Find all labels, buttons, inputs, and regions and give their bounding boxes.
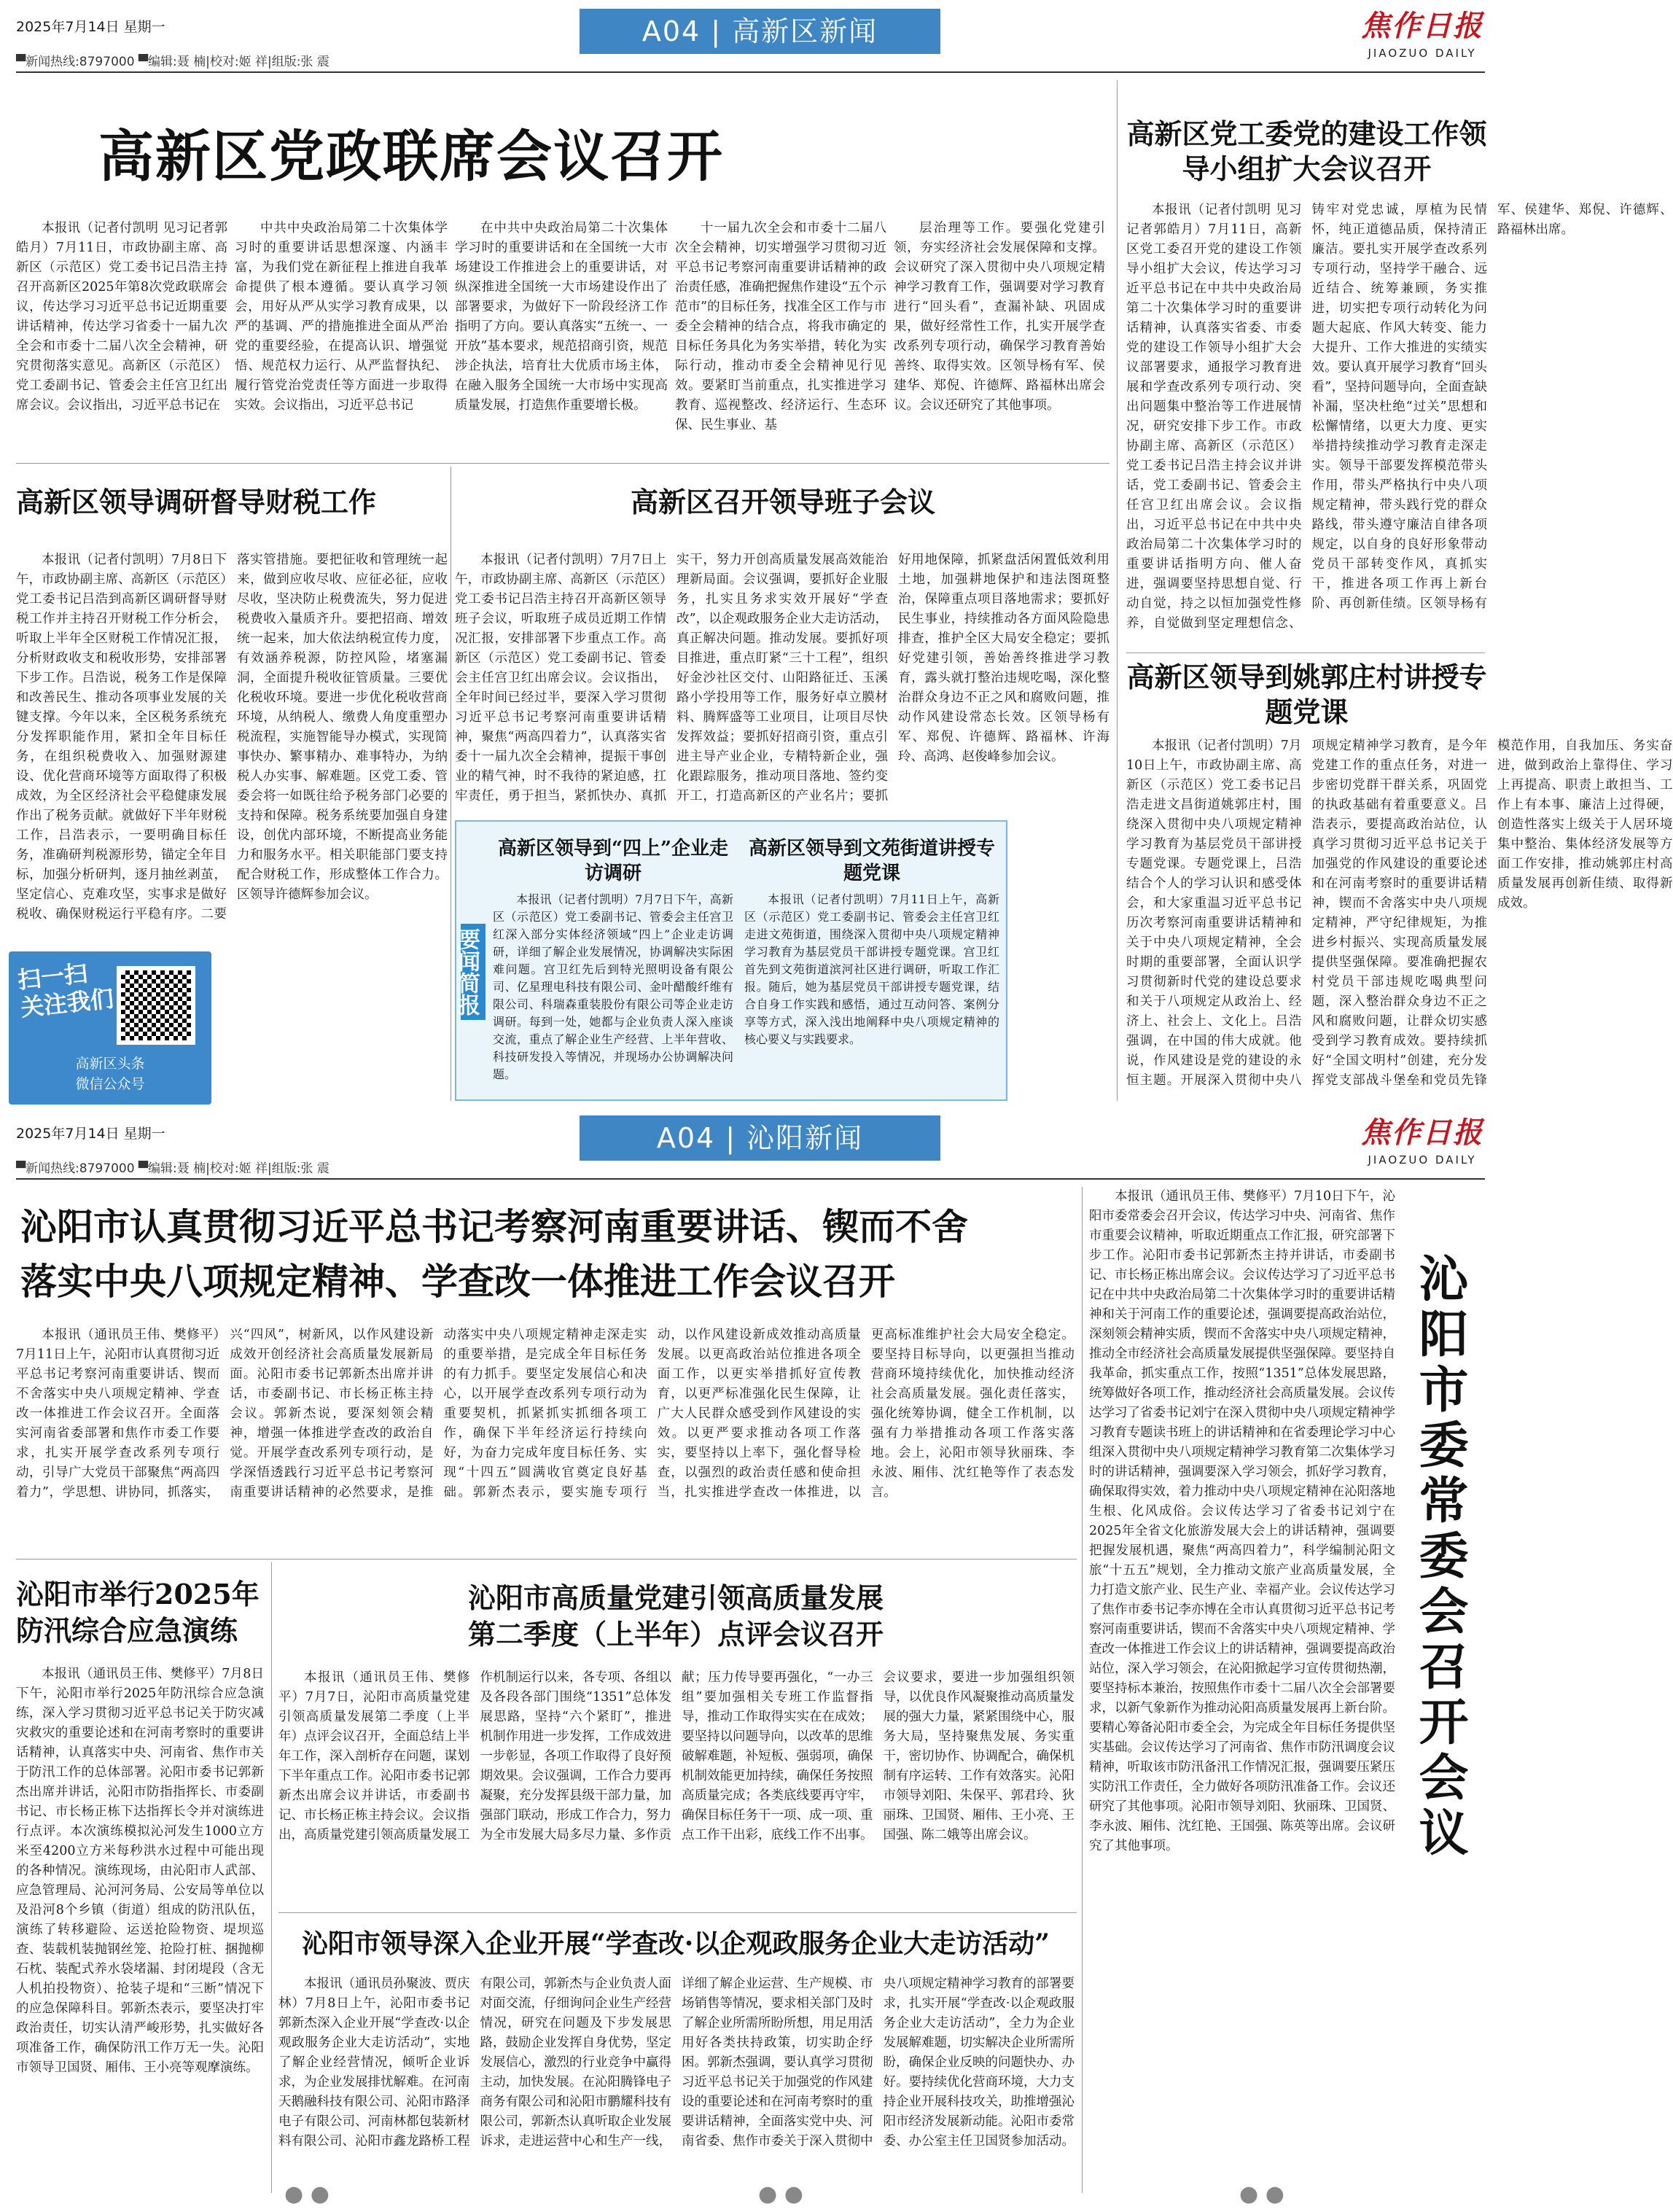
- left-title-line2: 防汛综合应急演练: [16, 1614, 238, 1647]
- qr-slogan: 扫一扫 关注我们: [16, 959, 115, 1022]
- page-dots-icon: ● ●: [1239, 2181, 1284, 2207]
- qr-promo: [9, 951, 211, 1105]
- issue-date: 2025年7月14日 星期一: [16, 1126, 165, 1142]
- right-mid-title: 高新区领导到姚郭庄村讲授专题党课: [1126, 661, 1487, 728]
- main-headline-line2: 落实中央八项规定精神、学查改一体推进工作会议召开: [20, 1260, 895, 1303]
- news-brief-label: 要闻简报: [461, 924, 485, 1020]
- brief2-body: 本报讯（记者付凯明）7月11日上午，高新区（示范区）党工委副书记、管委会主任宫卫红走进文苑街道，围绕深入贯彻中央八项规定精神学习教育为基层党员干部讲授专题党课。宫卫红首先到文苑街道滨河社区进行调研，听取工作汇报。随后，她为基层党员干部讲授专题党课，结合自身工作实践和感悟，通过互动问答、案例分享等方式，深入浅出地阐释中央八项规定精神的核心要义与实践要求。: [744, 892, 999, 1046]
- bottom-title: 沁阳市领导深入企业开展“学查改·以企观政服务企业大走访活动”: [302, 1928, 1050, 1959]
- lead-body: 本报讯（通讯员王伟、樊修平）7月11日上午，沁阳市认真贯彻习近平总书记考察河南重要讲话、锲而不舍落实中央八项规定精神、学查改一体推进工作会议召开。全面落实河南省委部署和焦作市委工作要求，扎实开展学查改系列专项行动，引导广大党员干部聚焦“两高四着力”，学思想、讲协同，抓落实，兴“四风”，树新风，以作风建设新成效开创经济社会高质量发展新局面。沁阳市委书记郭新杰出席并讲话，市委副书记、市长杨正栋主持会议。郭新杰说，要深刻领会精神，增强一体推进学查改的政治自觉。开展学查改系列专项行动，是学深悟透践行习近平总书记考察河南重要讲话精神的必然要求，是推动落实中央八项规定精神走深走实的重要举措，是完成全年目标任务的有力抓手。要坚定发展信心和决心，以开展学查改系列专项行动为重要契机，抓紧抓实抓细各项工作，确保下半年经济运行持续向好，为奋力完成年度目标任务、实现“十四五”圆满收官奠定良好基础。郭新杰表示，要实施专项行动，以作风建设新成效推动高质量发展。以更高政治站位推进各项全面工作，以更实举措抓好宣传教育，以更严标准强化民生保障，让广大人民群众感受到作风建设的实效。以更严要求推动各项工作落实，要坚持以上率下，强化督导检查，以强烈的政治责任感和使命担当，扎实推进学查改一体推进，以更高标准维护社会大局安全稳定。要坚持目标导向，以更强担当推动营商环境持续优化，加快推动经济社会高质量发展。强化责任落实，强化统筹协调，健全工作机制，以强有力举措推动各项工作落实落地。会上，沁阳市领导狄丽珠、李永波、厢伟、沈红艳等作了表态发言。: [16, 1328, 1075, 1500]
- right-mid-body: 本报讯（记者付凯明）7月10日上午，市政协副主席、高新区（示范区）党工委书记吕浩走进文昌街道姚郭庄村，围绕深入贯彻中央八项规定精神学习教育为基层党员干部讲授专题党课。专题党课上，吕浩结合个人的学习认识和感受体会，和大家重温习近平总书记历次考察河南重要讲话精神和关于中央八项规定精神，全会时期的重要部署，全面认识学习贯彻新时代党的建设总要求和关于八项规定从政治上、经济上、社会上、文化上。吕浩强调，在中国的伟大成就。他说，作风建设是党的建设的永恒主题。开展深入贯彻中央八项规定精神学习教育，是今年党建工作的重点任务，对进一步密切党群干群关系，巩固党的执政基础有着重要意义。吕浩表示，要提高政治站位，认真学习贯彻习近平总书记关于加强党的作风建设的重要论述和在河南考察时的重要讲话精神，锲而不舍落实中央八项规定精神，严守纪律规矩，为推进乡村振兴、实现高质量发展提供坚强保障。要准确把握农村党员干部违规吃喝典型问题，深入整治群众身边不正之风和腐败问题，让群众切实感受到学习教育成效。要持续抓好“全国文明村”创建，充分发挥党支部战斗堡垒和党员先锋模范作用，自我加压、务实奋进，做到政治上靠得住、学习上再提高、职责上敢担当、工作上有本事、廉洁上过得硬，创造性落实上级关于人居环境集中整治、集体经济发展等方面工作安排，推动姚郭庄村高质量发展再创新佳绩、取得新成效。: [1126, 739, 1673, 1088]
- logo-chinese: 焦作日报: [1361, 1115, 1483, 1150]
- right-top-body: 本报讯（记者付凯明 见习记者郭皓月）7月11日，高新区党工委召开党的建设工作领导小组扩大会议，传达学习习近平总书记在中共中央政治局第二十次集体学习时的重要讲话精神，认真落实省委、市委党的建设工作领导小组扩大会议部署要求，通报学习教育进展和学查改系列专项行动、突出问题集中整治等工作进展情况，研究安排下步工作。市政协副主席、高新区（示范区）党工委书记吕浩主持会议并讲话，党工委副书记、管委会主任宫卫红出席会议。会议指出，习近平总书记在中共中央政治局第二十次集体学习时的重要讲话指明方向、催人奋进，强调要坚持思想自觉、行动自觉，持之以恒加强党性修养，自觉做到坚定理想信念、铸牢对党忠诚，厚植为民情怀，纯正道德品质，保持清正廉洁。要扎实开展学查改系列专项行动，坚持学干融合、远近结合、统筹兼顾，务实推进，切实把专项行动转化为问题大起底、作风大转变、能力大提升、工作大推进的实绩实效。要认真开展学习教育“回头看”，坚持问题导向，全面查缺补漏，坚决杜绝“过关”思想和松懈情绪，以更大力度、更实举措持续推动学习教育走深走实。领导干部要发挥模范带头作用，带头严格执行中央八项规定精神，带头践行党的群众路线，带头遵守廉洁自律各项规定，以自身的良好形象带动党员干部转变作风，真抓实干，推进各项工作再上新台阶、再创新佳绩。区领导杨有军、侯建华、郑倪、许德辉、路福林出席。: [1126, 203, 1673, 631]
- logo-english: JIAOZUO DAILY: [1368, 1153, 1477, 1167]
- mid-divider: [278, 1912, 1077, 1913]
- brief1-body: 本报讯（记者付凯明）7月7日下午，高新区（示范区）党工委副书记、管委会主任宫卫红深入部分实体经济领域“四上”企业走访调研，详细了解企业发展情况，协调解决实际困难问题。宫卫红先后到特光照明设备有限公司、亿星理电科技有限公司、金叶醋酸纤维有限公司、科瑞森重装股份有限公司等企业走访调研。每到一处，她都与企业负责人深入座谈交流，重点了解企业生产经营、上半年营收、科技研发投入等情况，并现场办公协调解决问题。: [493, 892, 733, 1081]
- editor-credits: ▀新闻热线:8797000 ▀编辑:聂 楠|校对:姬 祥|组版:张 震: [16, 55, 329, 69]
- mid-body: 本报讯（通讯员王伟、樊修平）7月7日，沁阳市高质量党建引领高质量发展第二季度（上半年）点评会议召开，全面总结上半年工作，深入剖析存在问题，谋划下半年重点工作。沁阳市委书记郭新杰出席会议并讲话，市委副书记、市长杨正栋主持会议。会议指出，高质量党建引领高质量发展工作机制运行以来，各专项、各组以及各段各部门围绕“1351”总体发展思路，坚持“六个紧盯”，推进机制作用进一步发挥，工作成效进一步彰显，各项工作取得了良好预期效果。会议强调，工作合力要再凝聚，充分发挥县级干部力量，加强部门联动，形成工作合力，努力为全市发展大局多尽力量、多作贡献；压力传导要再强化，“一办三组”要加强相关专班工作监督指导，推动工作取得实实在在成效；要坚持以问题导向，以改革的思维破解难题，补短板、强弱项，确保机制效能更加持续，确保任务按照高质量完成；各类底线要再守牢，确保目标任务干一项、成一项、重点工作干出彩，底线工作不出事。会议要求，要进一步加强组织领导，以优良作风凝聚推动高质量发展的强大力量，紧紧围绕中心，服务大局，坚持聚焦发展、务实重干，密切协作、协调配合，确保机制有序运转、工作有效落实。沁阳市领导刘阳、朱保平、郭君玲、狄丽珠、卫国贤、厢伟、王小亮、王国强、陈二娥等出席会议。: [278, 1670, 1075, 1842]
- main-headline: 高新区党政联席会议召开: [98, 124, 724, 189]
- lead-col-1: 本报讯（记者付凯明 见习记者郭皓月）7月11日，市政协副主席、高新区（示范区）党工委书记吕浩主持召开高新区2025年第8次党政联席会议，传达学习习近平总书记近期重要讲话精神，传达学习省委十一届九次全会和市委十二届八次全会精神，研究贯彻落实意见。高新区（示范区）党工委副书记、管委会主任宫卫红出席会议。会议指出，习近平总书记在: [16, 221, 227, 413]
- mid-body: 本报讯（记者付凯明）7月7日上午，市政协副主席、高新区（示范区）党工委书记吕浩主持召开高新区领导班子会议，听取班子成员近期工作情况汇报，安排部署下步重点工作。高新区（示范区）党工委副书记、管委会主任宫卫红出席会议。会议指出，全年时间已经过半，要深入学习贯彻习近平总书记考察河南重要讲话精神，聚焦“两高四着力”，认真落实省委十一届九次全会精神，提振干事创业的精气神，时不我待的紧迫感，扛牢责任，勇于担当，紧抓快办、真抓实干，努力开创高质量发展高效能治理新局面。会议强调，要抓好企业服务，扎实且务求实效开展好“学查改”，以企观政服务企业大走访活动，真正解决问题。推动发展。要抓好项目推进，重点盯紧“三十工程”，组织好金沙社区交付、山阳路征迁、玉溪路小学投用等工作，服务好卓立膜材料、腾辉盛等工业项目，让项目尽快发挥效益；要抓好招商引资，重点引进主导产业企业，专精特新企业，强化跟踪服务，推动项目落地、签约变开工，打造高新区的产业名片；要抓好用地保障，抓紧盘活闲置低效利用土地，加强耕地保护和违法图斑整治，保障重点项目落地需求；要抓好民生事业，持续推动各方面风险隐患排查，推护全区大局安全稳定；要抓好党建引领，善始善终推进学习教育，露头就打整治违规吃喝，深化整治群众身边不正之风和腐败问题，推动作风建设常态长效。区领导杨有军、郑倪、许德辉、路福林、许海玲、高鸿、赵俊峰参加会议。: [455, 553, 1110, 803]
- lead-col-5: 层治理等工作。要强化党建引领，夯实经济社会发展保障和支撑。会议研究了深入贯彻中央八项规定精神学习教育工作，强调要对学习教育进行“回头看”，查漏补缺、巩固成果，做好经常性工作，扎实开展学查改系列专项行动，确保学习教育善始善终、取得实效。区领导杨有军、侯建华、郑倪、许德辉、路福林出席会议。会议还研究了其他事项。: [894, 221, 1105, 413]
- left-mid-body: 本报讯（记者付凯明）7月8日下午，市政协副主席、高新区（示范区）党工委书记吕浩到高新区调研督导财税工作并主持召开财税工作分析会，听取上半年全区财税工作情况汇报，分析财政收支和税收形势，安排部署下步工作。吕浩说，税务工作是保障和改善民生、推动各项事业发展的关键支撑。今年以来，全区税务系统充分发挥职能作用，紧扣全年目标任务，在组织税费收入、加强财源建设、优化营商环境等方面取得了积极成效，为全区经济社会平稳健康发展作出了税务贡献。就做好下半年财税工作，吕浩表示，一要明确目标任务，准确研判税源形势，锚定全年目标，加强分析研判，逐月抽丝剥茧，坚定信心、克难攻坚，实事求是做好税收、确保财税运行平稳有序。二要落实管措施。要把征收和管理统一起来，做到应收尽收、应征必征，应收尽收，坚决防止税费流失，努力促进税费收入量质齐升。要把招商、增效统一起来，加大依法纳税宣传力度，有效涵养税源，防控风险，堵塞漏洞，全面提升税收征管质量。三要优化税收环境。要进一步优化税收营商环境，从纳税人、缴费人角度重塑办税流程，实施智能导办模式，实现简事快办、繁事精办、难事特办，为纳税人办实事、解难题。区党工委、管委会将一如既往给予税务部门必要的支持和保障。税务系统要加强自身建设，创优内部环境，不断提高业务能力和服务水平。相关职能部门要支持配合财税工作，形成整体工作合力。区领导许德辉参加会议。: [16, 553, 448, 922]
- newspaper-logo: [1361, 9, 1483, 63]
- page-dots-icon: ● ●: [758, 2181, 803, 2207]
- news-brief-box: [455, 820, 1007, 1101]
- right-body: 本报讯（通讯员王伟、樊修平）7月10日下午，沁阳市委常委会召开会议，传达学习中央、河南省、焦作市重要会议精神，听取近期重点工作汇报，研究部署下步工作。沁阳市委书记郭新杰主持并讲话，市委副书记、市长杨正栋出席会议。会议传达学习了习近平总书记在中共中央政治局第二十次集体学习时的重要讲话精神和关于河南工作的重要论述，强调要提高政治站位，深刻领会精神实质，锲而不舍落实中央八项规定精神，推动全市经济社会高质量发展提供坚强保障。要坚持自我革命，抓实重点工作，按照“1351”总体发展思路，统筹做好各项工作，推动经济社会高质量发展。会议传达学习了省委书记刘宁在深入贯彻中央八项规定精神学习教育专题读书班上的讲话精神和在省委理论学习中心组深入贯彻中央八项规定精神学习教育第二次集体学习时的讲话精神，强调要深入学习领会，抓好学习教育，确保取得实效，着力推动中央八项规定精神在沁阳落地生根、化风成俗。会议传达学习了省委书记刘宁在2025年全省文化旅游发展大会上的讲话精神，强调要把握发展机遇，聚焦“两高四着力”，科学编制沁阳文旅“十五五”规划，全力推动文旅产业高质量发展，全力打造文旅产业、民生产业、幸福产业。会议传达学习了焦作市委书记李亦博在全市认真贯彻习近平总书记考察河南重要讲话，锲而不舍落实中央八项规定精神、学查改一体推进工作会议上的讲话精神，强调要提高政治站位，深入学习领会，在沁阳掀起学习宣传贯彻热潮，要坚持标本兼治，按照焦作市委十二届八次全会部署要求，以新气象新作为推动沁阳高质量发展再上新台阶。要精心筹备沁阳市委全会，为完成全年目标任务提供坚实基础。会议传达学习了河南省、焦作市防汛调度会议精神，听取该市防汛备汛工作情况汇报，强调要压紧压实防汛工作责任，全力做好各项防汛准备工作。会议还研究了其他事项。沁阳市领导刘阳、狄丽珠、卫国贤、李永波、厢伟、沈红艳、王国强、陈英等出席。会议研究了其他事项。: [1089, 1189, 1395, 1853]
- brief1-title: 高新区领导到“四上”企业走访调研: [498, 838, 728, 884]
- lead-col-3: 在中共中央政治局第二十次集体学习时的重要讲话和在全国统一大市场建设工作推进会上的重要讲话，对纵深推进全国统一大市场建设作出了部署要求，为做好下一阶段经济工作指明了方向。要认真落实“五统一、一开放”基本要求，规范招商引资，规范涉企执法，培育壮大优质市场主体，在融入服务全国统一大市场中实现高质量发展，打造焦作重要增长极。: [455, 221, 668, 413]
- column-divider-2: [271, 1562, 272, 2193]
- logo-english: JIAOZUO DAILY: [1368, 47, 1477, 60]
- section-band: A04 | 高新区新闻: [580, 9, 940, 54]
- left-body: 本报讯（通讯员王伟、樊修平）7月8日下午，沁阳市举行2025年防汛综合应急演练，深入学习贯彻习近平总书记关于防灾减灾救灾的重要论述和在河南考察时的重要讲话精神，认真落实中央、河南省、焦作市关于防汛工作的总体部署。沁阳市委书记郭新杰出席并讲话，沁阳市防指指挥长、市委副书记、市长杨正栋下达指挥长令并对演练进行点评。本次演练模拟沁河发生1000立方米至4200立方米每秒洪水过程中可能出现的各种情况。演练现场，由沁阳市人武部、应急管理局、沁河河务局、公安局等单位以及沿河8个乡镇（街道）组成的防汛队伍，演练了转移避险、运送抢险物资、堤坝巡查、装载机装抛钢丝笼、抢险打桩、捆抛柳石枕、装配式养水袋堵漏、封闭堤段（含无人机拍投物资）、抢装子堤和“三断”情况下的应急保障科目。郭新杰表示，要坚决打牢政治责任，切实认清严峻形势，扎实做好各项准备工作，确保防汛工作万无一失。沁阳市领导卫国贤、厢伟、王小亮等观摩演练。: [16, 1667, 264, 2075]
- header-rule: [16, 71, 1485, 73]
- lead-col-4: 十一届九次全会和市委十二届八次全会精神，切实增强学习贯彻习近平总书记考察河南重要讲话精神的政治责任感，准确把握焦作建设“五个示范市”的目标任务，找准全区工作与市委全会精神的结合点，将我市确定的目标任务具化为务实举措，转化为实际行动，推动市委全会精神见行见效。要紧盯当前重点，扎实推进学习教育、巡视整改、经济运行、生态环保、民生事业、基: [675, 221, 886, 432]
- page-qinyang-news: [0, 1107, 1501, 2212]
- section-divider: [16, 463, 1110, 464]
- column-divider: [1117, 80, 1118, 1101]
- mid-title-line2: 第二季度（上半年）点评会议召开: [467, 1618, 884, 1651]
- issue-date: 2025年7月14日 星期一: [16, 19, 165, 35]
- lead-col-2: 中共中央政治局第二十次集体学习时的重要讲话思想深邃、内涵丰富，为我们党在新征程上推进自我革命提供了根本遵循。要认真学习领会，用好从严从实学习教育成果，以严的基调、严的措施推进全面从严治党的重要经验，在提高认识、增强觉悟、规范权力运行、从严监督执纪、履行管党治党责任等方面进一步取得实效。会议指出，习近平总书记: [235, 221, 448, 413]
- mid-title-line1: 沁阳市高质量党建引领高质量发展: [467, 1581, 884, 1614]
- newspaper-logo: [1361, 1115, 1483, 1170]
- column-divider: [1082, 1187, 1083, 2193]
- mid-title: 高新区召开领导班子会议: [630, 486, 935, 518]
- editor-credits: ▀新闻热线:8797000 ▀编辑:聂 楠|校对:姬 祥|组版:张 震: [16, 1161, 329, 1176]
- right-vertical-title: 沁阳市委常委会召开会议: [1411, 1253, 1469, 1862]
- page-dots-icon: ● ●: [284, 2181, 329, 2207]
- logo-chinese: 焦作日报: [1361, 9, 1483, 43]
- page-gaoxin-news: [0, 0, 1673, 1105]
- main-headline-line1: 沁阳市认真贯彻习近平总书记考察河南重要讲话、锲而不舍: [20, 1205, 968, 1248]
- brief2-title: 高新区领导到文苑街道讲授专题党课: [748, 838, 995, 884]
- left-title-line1: 沁阳市举行2025年: [16, 1578, 260, 1611]
- left-mid-title: 高新区领导调研督导财税工作: [16, 486, 377, 518]
- right-top-title: 高新区党工委党的建设工作领导小组扩大会议召开: [1126, 117, 1487, 185]
- header-rule: [16, 1178, 1485, 1180]
- qr-code-icon: [117, 966, 195, 1045]
- bottom-body: 本报讯（通讯员孙聚波、贾庆林）7月8日上午，沁阳市委书记郭新杰深入企业开展“学查改·以企观政服务企业大走访活动”，实地了解企业经营情况，倾听企业诉求，为企业发展排忧解难。在河南天鹅融科技有限公司、沁阳市路泽电子有限公司、河南林都包装新材料有限公司、沁阳市鑫龙路桥工程有限公司，郭新杰与企业负责人面对面交流，仔细询问企业生产经营情况，研究在问题及下步发展思路，鼓励企业发挥自身优势，坚定发展信心，激烈的行业竞争中赢得主动，加快发展。在沁阳腾锋电子商务有限公司和沁阳市鹏耀科技有限公司，郭新杰认真听取企业发展诉求，走进运营中心和生产一线，详细了解企业运营、生产规模、市场销售等情况，要求相关部门及时了解企业所需所盼所想，用足用活用好各类扶持政策，切实助企纾困。郭新杰强调，要认真学习贯彻习近平总书记关于加强党的作风建设的重要论述和在河南考察时的重要讲话精神，全面落实党中央、河南省委、焦作市委关于深入贯彻中央八项规定精神学习教育的部署要求，扎实开展“学查改·以企观政服务企业大走访活动”，全力为企业发展解难题，切实解决企业所需所盼，确保企业反映的问题快办、办好。要持续优化营商环境，大力支持企业开展科技攻关，助推增强沁阳市经济发展新动能。沁阳市委常委、办公室主任卫国贤参加活动。: [278, 1977, 1075, 2149]
- qr-caption: 高新区头条 微信公众号: [75, 1056, 145, 1092]
- section-band: A04 | 沁阳新闻: [580, 1115, 940, 1161]
